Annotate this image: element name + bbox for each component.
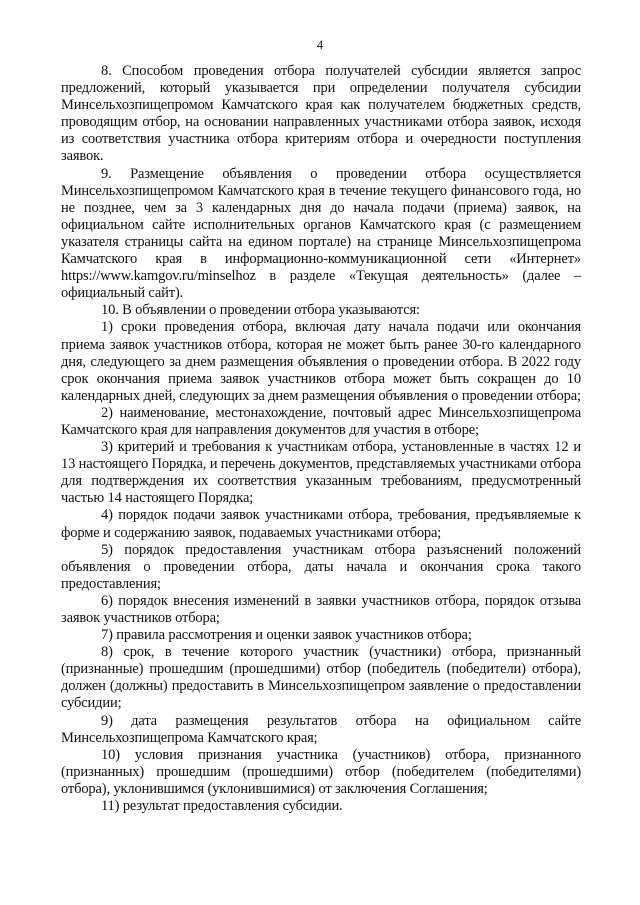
list-item-8-winner-deadline: 8) срок, в течение которого участник (участники) отбора, признанный (признанные) прошедшим (прошедшими) отбор (победитель (победители) отбора), должен (должны) предоставить в Минсельхозпищепром заявление о предоставлении субсидии; — [61, 644, 581, 712]
list-item-5-clarification-procedure: 5) порядок предоставления участникам отбора разъяснений положений объявления о проведении отбора, даты начала и окончания срока такого предоставления; — [61, 541, 581, 592]
paragraph-8-selection-method: 8. Способом проведения отбора получателей субсидии является запрос предложений, который указывается при определении получателя субсидии Минсельхозпищепромом Камчатского края как получателем бюджетных средств, проводящим отбор, на основании направленных участниками отбора заявок, исходя из соответствия участника отбора критериям отбора и очередности поступления заявок. — [61, 63, 581, 165]
list-item-4-application-procedure: 4) порядок подачи заявок участниками отбора, требования, предъявляемые к форме и содержанию заявок, подаваемых участниками отбора; — [61, 507, 581, 541]
list-item-10-evasion-conditions: 10) условия признания участника (участников) отбора, признанного (признанных) прошедшим (прошедшими) отбор (победителем (победителями) отбора), уклонившимся (уклонившимися) от заключения Соглашения; — [61, 746, 581, 797]
page-number: 4 — [316, 38, 324, 52]
list-item-3-participant-requirements: 3) критерий и требования к участникам отбора, установленные в частях 12 и 13 настоящего Порядка, и перечень документов, представляемых участниками отбора для подтверждения их соответствия указанным требованиям, предусмотренный частью 14 настоящего Порядка; — [61, 439, 581, 507]
list-item-9-results-publication: 9) дата размещения результатов отбора на официальном сайте Минсельхозпищепрома Камчатского края; — [61, 712, 581, 746]
paragraph-10-announcement-contents: 10. В объявлении о проведении отбора указываются: — [101, 302, 420, 319]
list-item-7-evaluation-rules: 7) правила рассмотрения и оценки заявок участников отбора; — [101, 627, 472, 644]
list-item-1-selection-dates: 1) сроки проведения отбора, включая дату начала подачи или окончания приема заявок участников отбора, которая не может быть ранее 30-го календарного дня, следующего за днем размещения объявления о проведении отбора. В 2022 году срок окончания приема заявок участников отбора может быть сокращен до 10 календарных дней, следующих за днем размещения объявления о проведении отбора; — [61, 319, 581, 404]
list-item-11-subsidy-result: 11) результат предоставления субсидии. — [101, 798, 343, 815]
list-item-6-application-changes: 6) порядок внесения изменений в заявки участников отбора, порядок отзыва заявок участников отбора; — [61, 592, 581, 626]
list-item-2-ministry-address: 2) наименование, местонахождение, почтовый адрес Минсельхозпищепрома Камчатского края для направления документов для участия в отборе; — [61, 404, 581, 438]
document-body — [61, 63, 581, 815]
paragraph-9-announcement-placement: 9. Размещение объявления о проведении отбора осуществляется Минсельхозпищепромом Камчатского края в течение текущего финансового года, но не позднее, чем за 3 календарных дня до начала подачи (приема) заявок, на официальном сайте исполнительных органов Камчатского края (с размещением указателя страницы сайта на едином портале) на странице Минсельхозпищепрома Камчатского края в информационно-коммуникационной сети «Интернет» https://www.kamgov.ru/minselhoz в разделе «Текущая деятельность» (далее – официальный сайт). — [61, 165, 581, 302]
